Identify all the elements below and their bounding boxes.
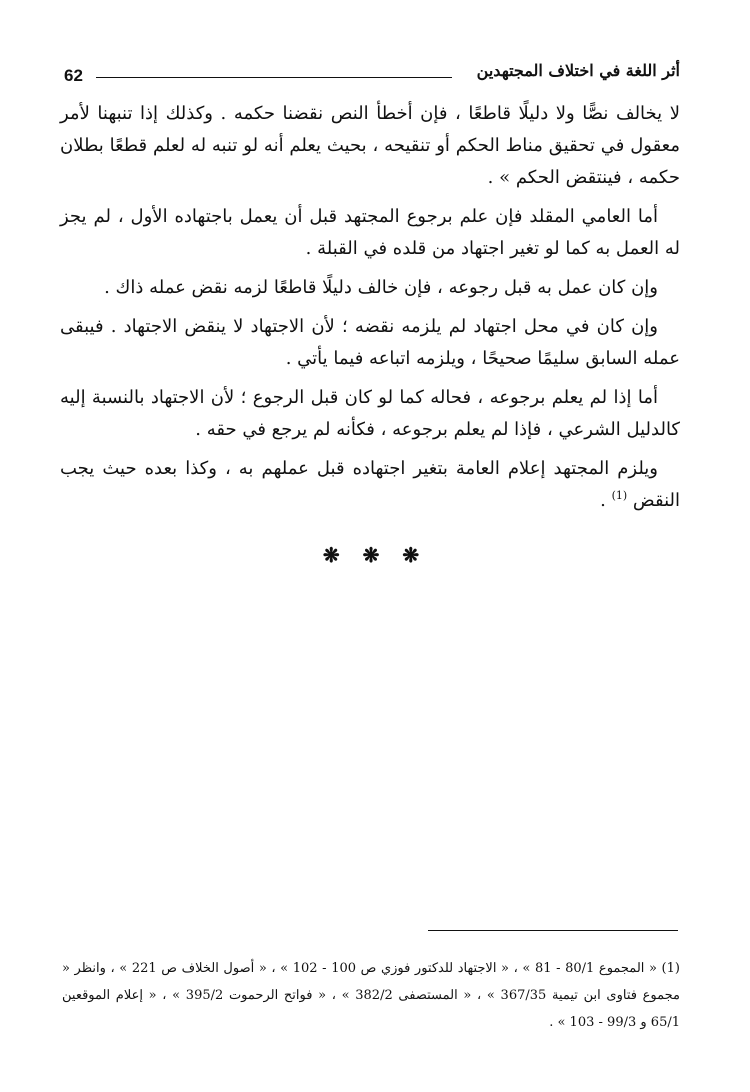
paragraph-4: وإن كان في محل اجتهاد لم يلزمه نقضه ؛ لأن الاجتهاد لا ينقض الاجتهاد . فيبقى عمله السابق سليمًا صحيحًا ، ويلزمه اتباعه فيما يأتي . [60, 316, 680, 369]
footnote-text: (1) « المجموع 80/1 - 81 » ، « الاجتهاد للدكتور فوزي ص 100 - 102 » ، « أصول الخلاف ص 221 » ، وانظر « مجموع فتاوى ابن تيمية 367/35 » ، « المستصفى 382/2 » ، « فواتح الرحموت 395/2 » ، « إعلام الموقعين 65/1 و 99/3 - 103 » . [62, 961, 680, 1030]
running-title: أثر اللغة في اختلاف المجتهدين [476, 61, 680, 80]
paragraph-6-end: . [600, 490, 612, 511]
paragraph-6-text: ويلزم المجتهد إعلام العامة بتغير اجتهاده قبل عملهم به ، وكذا بعده حيث يجب النقض [60, 458, 680, 511]
paragraph-2: أما العامي المقلد فإن علم برجوع المجتهد قبل أن يعمل باجتهاده الأول ، لم يجز له العمل به كما لو تغير اجتهاد من قلده في القبلة . [60, 206, 680, 259]
body-text [60, 98, 680, 524]
footnote-ref: (1) [611, 489, 628, 502]
paragraph-1: لا يخالف نصًّا ولا دليلًا قاطعًا ، فإن أخطأ النص نقضنا حكمه . وكذلك إذا تنبهنا لأمر معقول في تحقيق مناط الحكم أو تنقيحه ، بحيث يعلم أنه لو تنبه له لعلم قطعًا بطلان حكمه ، فينتقض الحكم » . [60, 103, 680, 188]
footnote [62, 955, 680, 1036]
paragraph-3: وإن كان عمل به قبل رجوعه ، فإن خالف دليلًا قاطعًا لزمه نقض عمله ذاك . [104, 277, 658, 298]
section-separator: ❋ ❋ ❋ [322, 543, 428, 567]
header-rule [96, 77, 452, 78]
paragraph-6 [60, 453, 680, 517]
page-header [64, 58, 680, 94]
page-number: 62 [64, 66, 83, 85]
paragraph-5: أما إذا لم يعلم برجوعه ، فحاله كما لو كان قبل الرجوع ؛ لأن الاجتهاد بالنسبة إليه كالدليل الشرعي ، فإذا لم يعلم برجوعه ، فكأنه لم يرجع في حقه . [60, 387, 680, 440]
footnote-rule [428, 930, 678, 931]
